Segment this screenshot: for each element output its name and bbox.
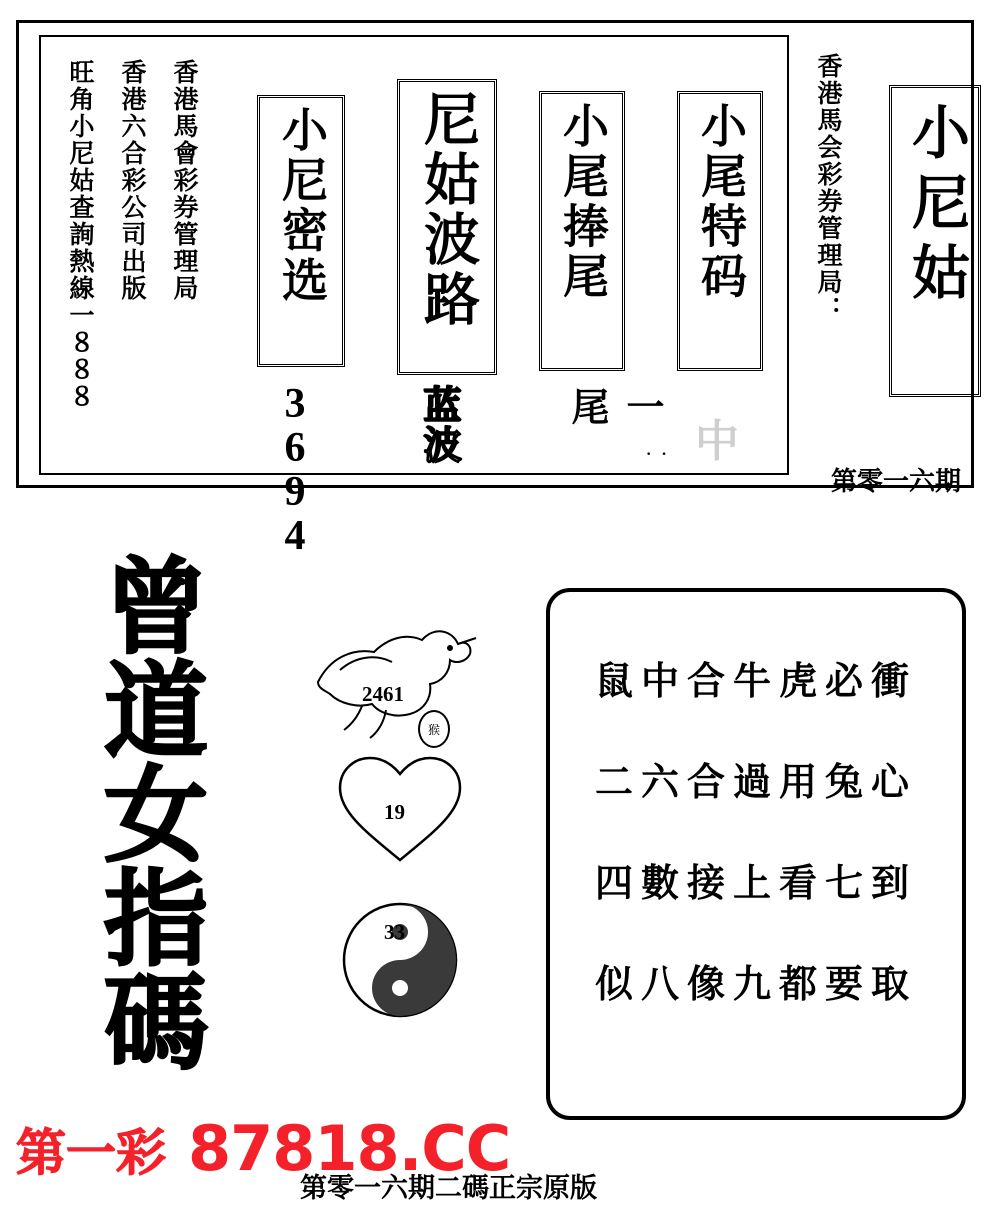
- box-bolu: [397, 79, 497, 375]
- watermark: [16, 1112, 510, 1185]
- box-bangwei: [539, 91, 625, 371]
- authority-text-right: 香港馬会彩券管理局：: [814, 53, 841, 323]
- publisher-text: 香港六合彩公司出版: [118, 59, 145, 302]
- verse-line: 似八像九都要取: [594, 964, 917, 1006]
- authority-text: 香港馬會彩券管理局: [170, 59, 197, 302]
- dots-marker: ··: [645, 441, 676, 466]
- box-bangwei-label: 小尾捧尾: [557, 102, 608, 302]
- box-mixuan-number: 3694: [272, 381, 318, 557]
- box-bolu-sub: 蓝波: [417, 385, 459, 465]
- icon-group: [300, 610, 520, 1030]
- box-bolu-label: 尼姑波路: [416, 90, 478, 330]
- monkey-badge: 猴: [418, 710, 450, 748]
- box-bangwei-sub: 一尾: [565, 387, 662, 439]
- watermark-cn: 第一彩: [16, 1123, 166, 1182]
- watermark-number: 87818.CC: [188, 1112, 511, 1185]
- issue-label-bottom: 第零一六期二碼正宗原版: [300, 1173, 597, 1203]
- box-tema: [677, 91, 763, 371]
- icon-group-svg: [300, 610, 520, 1030]
- verse-line: 鼠中合牛虎必衝: [594, 661, 917, 703]
- top-panel: [16, 20, 974, 557]
- yinyang-number: 33: [384, 920, 405, 944]
- verse-box: [546, 588, 966, 1120]
- brand-box-label: 小尼姑: [903, 102, 968, 312]
- verse-line: 四數接上看七到: [594, 863, 917, 905]
- issue-label-top: 第零一六期: [831, 467, 962, 496]
- faded-char: 中: [695, 417, 739, 466]
- dove-number: 2461: [362, 682, 404, 706]
- page-title: 曾道女指碼: [86, 552, 208, 1072]
- verse-line: 二六合過用兔心: [594, 762, 917, 804]
- box-mixuan: [257, 95, 345, 367]
- brand-box: [889, 85, 981, 397]
- box-tema-label: 小尾特码: [695, 102, 746, 302]
- box-mixuan-label: 小尼密选: [276, 106, 327, 306]
- heart-number: 19: [384, 800, 405, 824]
- hotline-text: 旺角小尼姑查詢熱線一８８８: [66, 59, 93, 410]
